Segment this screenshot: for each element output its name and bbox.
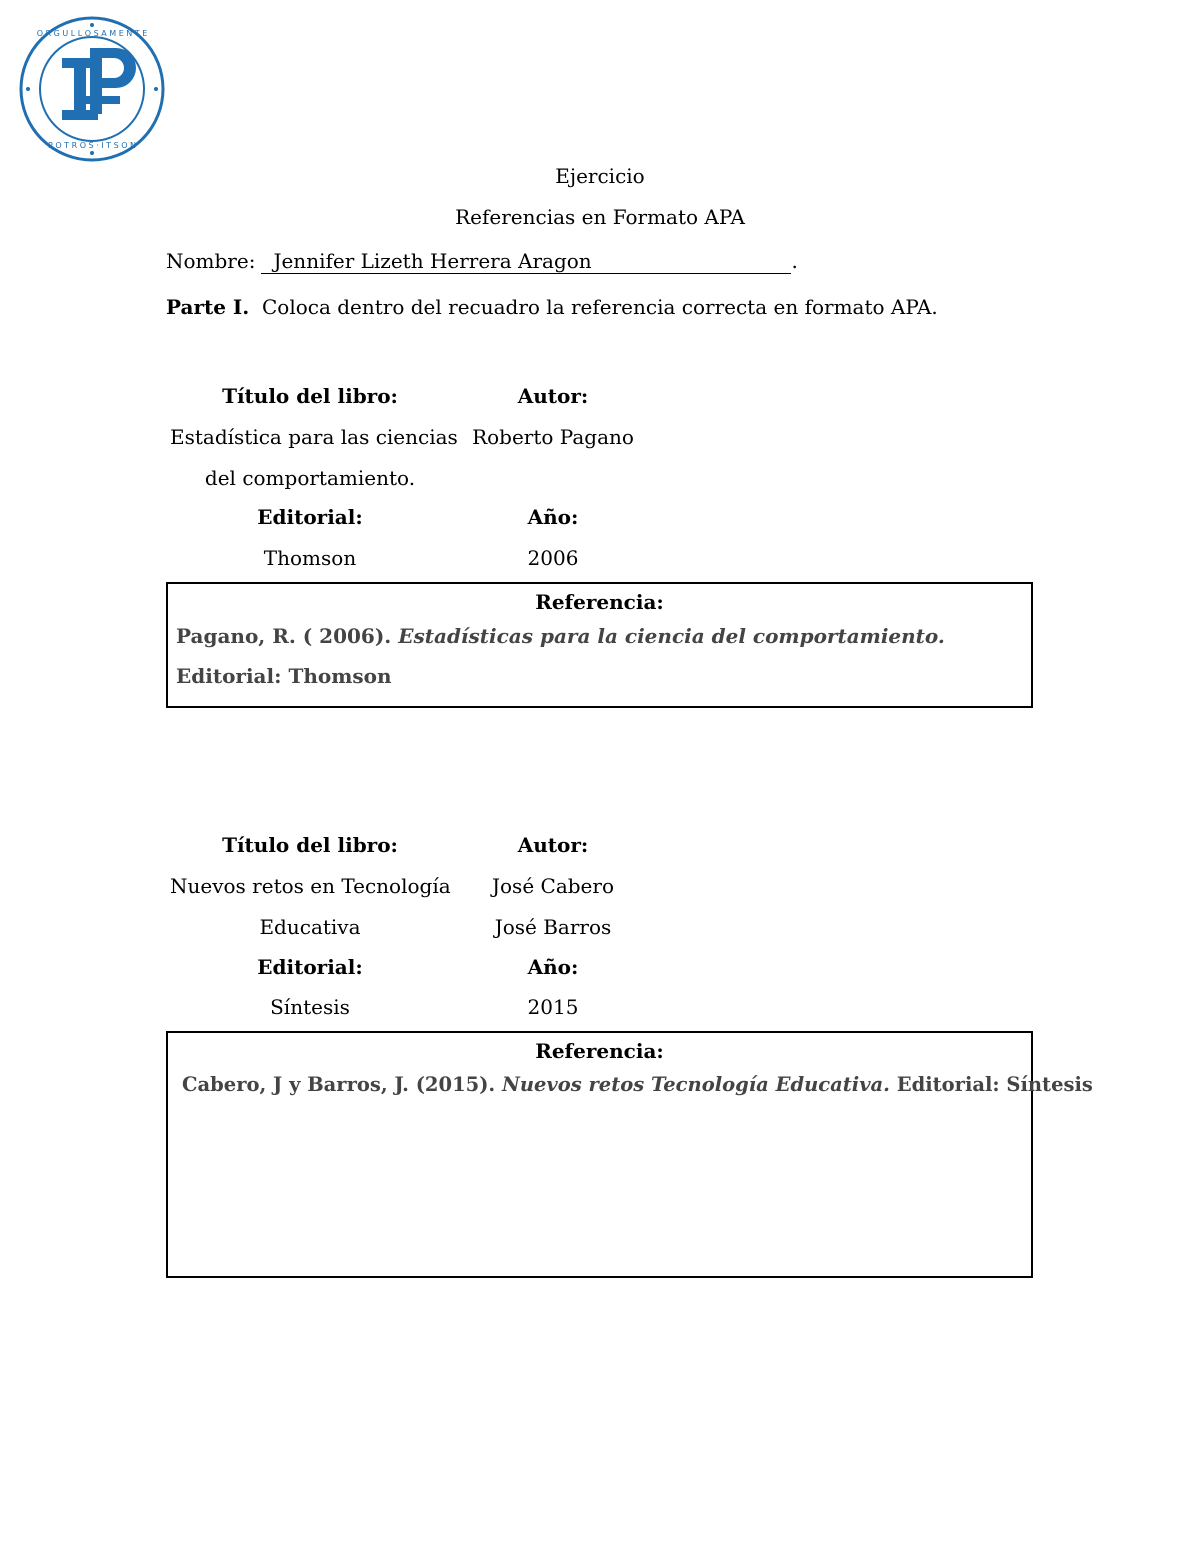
entry2-ref-pre: Cabero, J y Barros, J. (2015). [182,1073,503,1096]
entry1-ref-post: Editorial: Thomson [176,664,392,688]
part-label: Parte I. [166,295,250,319]
entry1-title-line2: del comportamiento. [204,466,416,490]
entry1-ref-pre: Pagano, R. ( 2006). [176,624,399,648]
entry2-reference-label: Referencia: [535,1039,664,1063]
svg-text:P O T R O S · I T S O N: P O T R O S · I T S O N [47,141,137,150]
entry2-ref-italic: Nuevos retos Tecnología Educativa. [502,1073,890,1096]
name-end: . [791,249,798,273]
entry2-author-line1: José Cabero [492,874,614,898]
entry1-reference-text [168,616,1031,696]
entry2-title-line1: Nuevos retos en Tecnología [170,874,451,898]
exercise-title: Ejercicio [555,164,645,188]
entry1-editorial: Thomson [263,546,357,570]
entry2-title-label: Título del libro: [222,833,398,857]
entry2-ref-post: Editorial: Síntesis [889,1073,1093,1096]
entry1-reference-box [166,582,1033,708]
entry1-author-label: Autor: [517,384,589,408]
entry1-year: 2006 [527,546,579,570]
entry2-title-line2: Educativa [259,915,361,939]
name-value: Jennifer Lizeth Herrera Aragon [273,249,592,273]
entry2-editorial-label: Editorial: [257,955,363,979]
entry1-editorial-label: Editorial: [257,505,363,529]
entry1-title-line1: Estadística para las ciencias [170,425,458,449]
entry2-author-line2: José Barros [494,915,612,939]
entry2-author-label: Autor: [517,833,589,857]
entry2-editorial: Síntesis [270,995,350,1019]
name-label: Nombre: [166,249,256,273]
entry2-reference-box [166,1031,1093,1278]
instructions [166,293,938,321]
institution-logo [18,16,166,162]
entry2-reference-text [168,1065,1093,1105]
logo-seal-icon [18,16,166,162]
exercise-subtitle: Referencias en Formato APA [455,205,745,229]
entry1-title-label: Título del libro: [222,384,398,408]
entry1-ref-italic: Estadísticas para la ciencia del comportamiento. [398,624,945,648]
entry2-year: 2015 [527,995,579,1019]
entry1-reference-label: Referencia: [535,590,664,614]
entry2-year-label: Año: [527,955,579,979]
entry1-author-line1: Roberto Pagano [472,425,634,449]
name-field [261,249,791,274]
instructions-text: Coloca dentro del recuadro la referencia correcta en formato APA. [261,295,938,319]
svg-text:O R G U L L O S A M E N T E: O R G U L L O S A M E N T E [36,29,148,38]
name-row [166,247,798,275]
entry1-year-label: Año: [527,505,579,529]
